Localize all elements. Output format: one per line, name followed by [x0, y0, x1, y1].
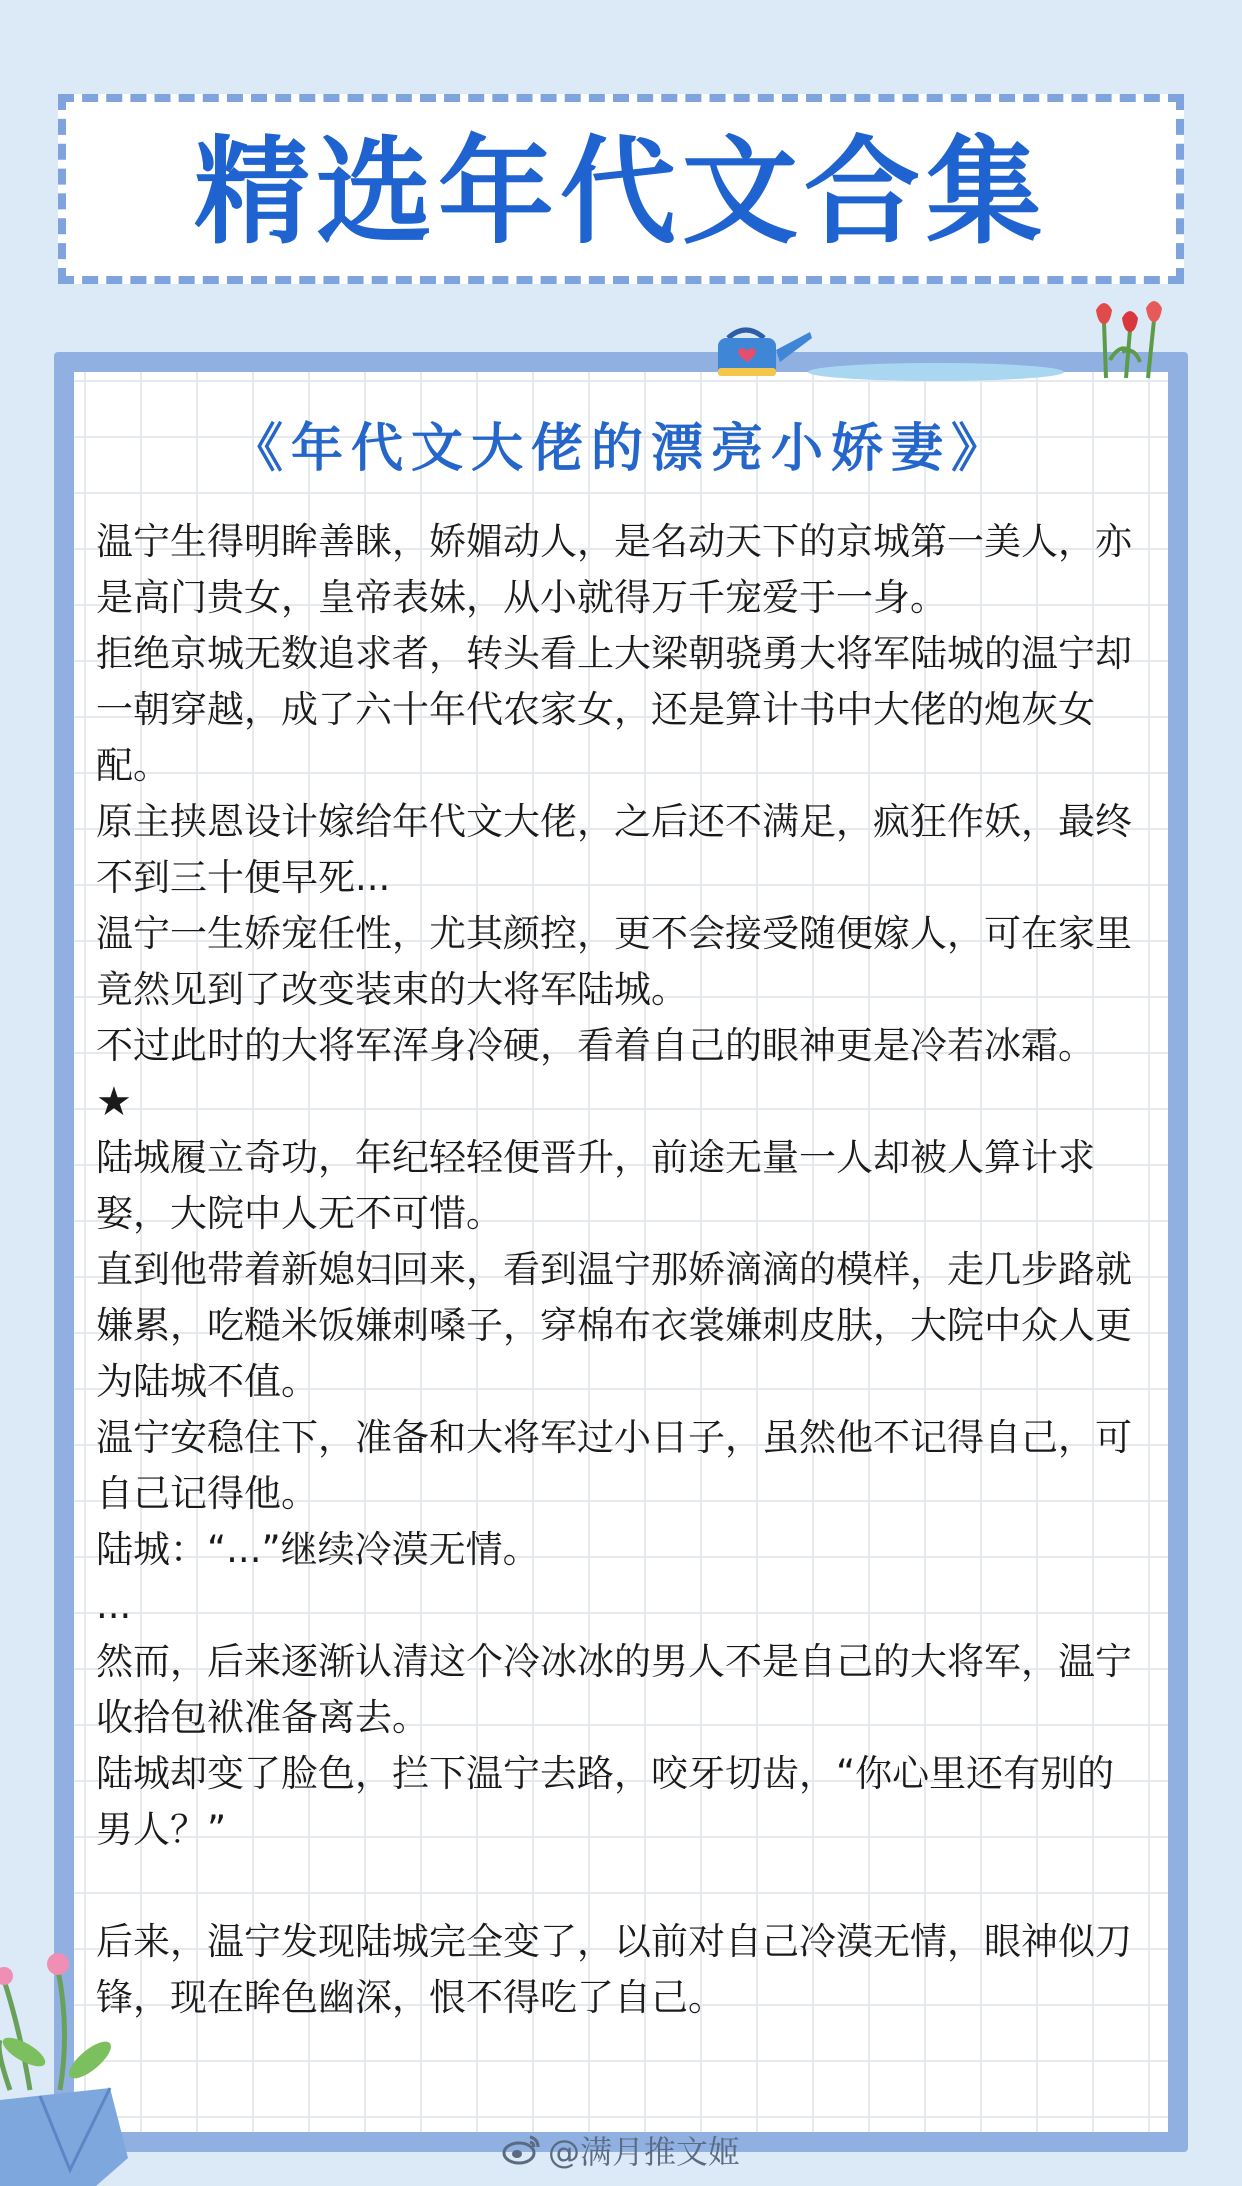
- story-paragraph: 温宁生得明眸善睐，娇媚动人，是名动天下的京城第一美人，亦是高门贵女，皇帝表妹，从小就得万千宠爱于一身。: [96, 520, 1132, 619]
- watermark: [0, 2130, 1242, 2176]
- story-paragraph: 拒绝京城无数追求者，转头看上大梁朝骁勇大将军陆城的温宁却一朝穿越，成了六十年代农家女，还是算计书中大佬的炮灰女配。: [96, 632, 1132, 787]
- grid-paper: [74, 372, 1168, 2132]
- story-card: [54, 352, 1188, 2152]
- blank-line: [96, 1858, 1150, 1914]
- story-paragraph: 陆城：“...”继续冷漠无情。: [96, 1528, 540, 1571]
- story-paragraph: 温宁一生娇宠任性，尤其颜控，更不会接受随便嫁人，可在家里竟然见到了改变装束的大将军陆城。: [96, 912, 1132, 1011]
- story-paragraph: 原主挟恩设计嫁给年代文大佬，之后还不满足，疯狂作妖，最终不到三十便早死...: [96, 800, 1132, 899]
- story-paragraph: 直到他带着新媳妇回来，看到温宁那娇滴滴的模样，走几步路就嫌累，吃糙米饭嫌刺嗓子，穿棉布衣裳嫌刺皮肤，大院中众人更为陆城不值。: [96, 1248, 1132, 1403]
- story-paragraph: 陆城履立奇功，年纪轻轻便晋升，前途无量一人却被人算计求娶，大院中人无不可惜。: [96, 1136, 1095, 1235]
- story-paragraph: 温宁安稳住下，准备和大将军过小日子，虽然他不记得自己，可自己记得他。: [96, 1416, 1132, 1515]
- page-title: 精选年代文合集: [194, 125, 1048, 260]
- watering-can-icon: [706, 316, 816, 384]
- header-banner: [58, 94, 1184, 284]
- weibo-icon: [502, 2132, 542, 2176]
- book-title: 《年代文大佬的漂亮小娇妻》: [230, 419, 1011, 479]
- story-text: [96, 514, 1150, 2026]
- story-paragraph: 后来，温宁发现陆城完全变了，以前对自己冷漠无情，眼神似刀锋，现在眸色幽深，恨不得吃了自己。: [96, 1920, 1132, 2019]
- story-paragraph: 然而，后来逐渐认清这个冷冰冰的男人不是自己的大将军，温宁收拾包袱准备离去。: [96, 1640, 1132, 1739]
- story-paragraph: ...: [96, 1584, 132, 1627]
- watermark-text: @满月推文姬: [547, 2133, 740, 2171]
- story-paragraph: 陆城却变了脸色，拦下温宁去路，咬牙切齿，“你心里还有别的男人？”: [96, 1752, 1115, 1851]
- tulips-icon: [1090, 300, 1174, 384]
- star-separator: ★: [96, 1079, 132, 1125]
- puddle-icon: [806, 360, 1066, 388]
- story-paragraph: 不过此时的大将军浑身冷硬，看着自己的眼神更是冷若冰霜。: [96, 1024, 1095, 1067]
